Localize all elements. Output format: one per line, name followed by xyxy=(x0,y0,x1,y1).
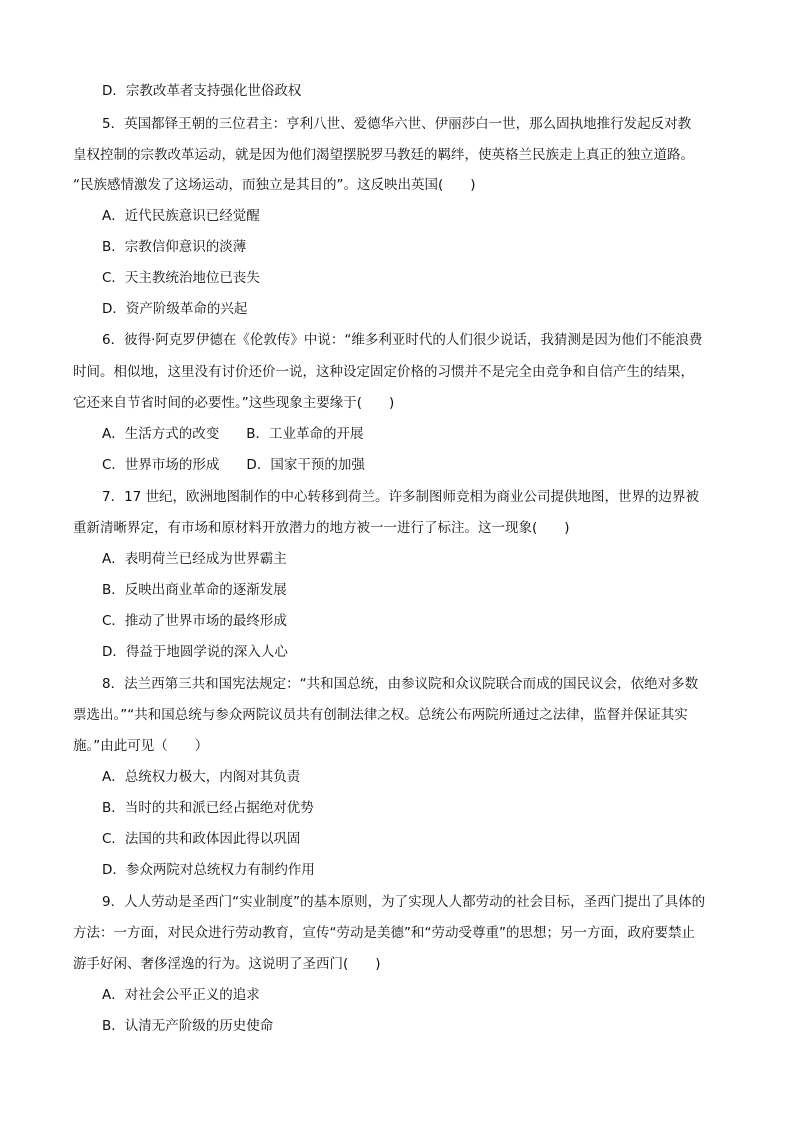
q5-stem-line-1: 5．英国都铎王朝的三位君主：亨利八世、爱德华六世、伊丽莎白一世，那么固执地推行发起反对教 xyxy=(102,116,692,132)
q8-option-b: B．当时的共和派已经占据绝对优势 xyxy=(102,800,314,816)
q7-option-d: D．得益于地圆学说的深入人心 xyxy=(102,644,288,660)
q9-option-b: B．认清无产阶级的历史使命 xyxy=(102,1018,274,1034)
q6-options-ab: A．生活方式的改变 B．工业革命的开展 xyxy=(102,426,364,442)
q5-stem-line-3: “民族感情激发了这场运动，而独立是其目的”。这反映出英国( ) xyxy=(73,177,476,193)
q4-option-d: D．宗教改革者支持强化世俗政权 xyxy=(102,83,302,99)
q6-stem-line-1: 6．彼得·阿克罗伊德在《伦敦传》中说：“维多利亚时代的人们很少说话，我猜测是因为他们不能浪费 xyxy=(102,332,703,348)
q5-stem-line-2: 皇权控制的宗教改革运动，就是因为他们渴望摆脱罗马教廷的羁绊，使英格兰民族走上真正的独立道路。 xyxy=(73,147,694,163)
q8-stem-line-2: 票选出。”“共和国总统与参众两院议员共有创制法律之权。总统公布两院所通过之法律，监督并保证其实 xyxy=(73,707,688,723)
q9-stem-line-2: 方法：一方面，对民众进行劳动教育，宣传“劳动是美德”和“劳动受尊重”的思想；另一方面，政府要禁止 xyxy=(73,925,695,941)
q9-option-a: A．对社会公平正义的追求 xyxy=(102,987,260,1003)
q7-option-a: A．表明荷兰已经成为世界霸主 xyxy=(102,551,287,567)
q5-option-c: C．天主教统治地位已丧失 xyxy=(102,270,260,286)
q8-stem-line-1: 8．法兰西第三共和国宪法规定：“共和国总统，由参议院和众议院联合而成的国民议会，依绝对多数 xyxy=(102,676,699,692)
q7-option-b: B．反映出商业革命的逐渐发展 xyxy=(102,582,287,598)
q8-option-a: A．总统权力极大，内阁对其负责 xyxy=(102,769,301,785)
q6-options-cd: C．世界市场的形成 D．国家干预的加强 xyxy=(102,457,365,473)
q6-stem-line-3: 它还来自节省时间的必要性。”这些现象主要缘于( ) xyxy=(73,395,395,411)
q7-option-c: C．推动了世界市场的最终形成 xyxy=(102,613,287,629)
q8-option-d: D．参众两院对总统权力有制约作用 xyxy=(102,862,315,878)
q5-option-a: A．近代民族意识已经觉醒 xyxy=(102,208,260,224)
q7-stem-line-1: 7．17 世纪，欧洲地图制作的中心转移到荷兰。许多制图师竞相为商业公司提供地图，世界的边界被 xyxy=(102,489,700,505)
q6-stem-line-2: 时间。相似地，这里没有讨价还价一说，这种设定固定价格的习惯并不是完全由竞争和自信产生的结果， xyxy=(73,364,694,380)
q7-stem-line-2: 重新清晰界定，有市场和原材料开放潜力的地方被一一进行了标注。这一现象( ) xyxy=(73,520,570,536)
q5-option-b: B．宗教信仰意识的淡薄 xyxy=(102,239,247,255)
q9-stem-line-3: 游手好闲、奢侈淫逸的行为。这说明了圣西门( ) xyxy=(73,956,381,972)
q8-option-c: C．法国的共和政体因此得以巩固 xyxy=(102,831,301,847)
q9-stem-line-1: 9．人人劳动是圣西门“实业制度”的基本原则，为了实现人人都劳动的社会目标，圣西门提出了具体的 xyxy=(102,894,706,910)
q8-stem-line-3: 施。”由此可见（ ） xyxy=(73,738,209,754)
q5-option-d: D．资产阶级革命的兴起 xyxy=(102,301,248,317)
